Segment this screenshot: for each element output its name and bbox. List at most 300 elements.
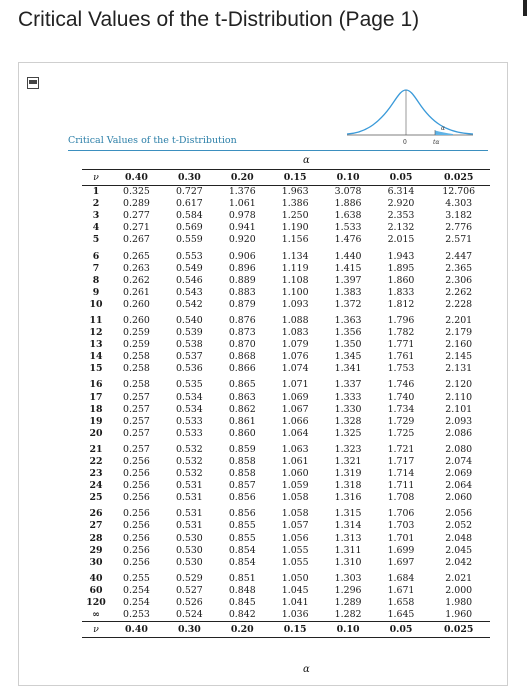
- critical-value-cell: 0.532: [175, 443, 203, 455]
- critical-value-cell: 0.526: [175, 597, 203, 609]
- critical-value-cell: 1.067: [281, 403, 309, 415]
- critical-value-cell: 0.865: [228, 379, 256, 391]
- critical-value-cell: 1.156: [281, 234, 309, 246]
- column-header: 0.30: [163, 622, 216, 638]
- critical-value-cell: 1.071: [281, 379, 309, 391]
- table-row: [82, 573, 490, 585]
- critical-value-cell: 0.256: [123, 520, 150, 532]
- critical-value-cell: 2.571: [445, 234, 473, 246]
- degrees-of-freedom-cell: 3: [92, 210, 100, 222]
- degrees-of-freedom-cell: 24: [89, 480, 103, 492]
- critical-value-cell: 1.980: [445, 597, 473, 609]
- critical-value-cell: 1.328: [334, 415, 362, 427]
- critical-value-cell: 1.761: [387, 351, 415, 363]
- critical-value-cell: 1.050: [281, 572, 309, 584]
- critical-value-cell: 0.532: [175, 468, 203, 480]
- degrees-of-freedom-cell: 9: [92, 286, 100, 298]
- t-distribution-curve-icon: [345, 83, 475, 149]
- critical-value-cell: 0.542: [175, 298, 203, 310]
- critical-value-cell: 0.267: [123, 234, 150, 246]
- table-row: [82, 585, 490, 597]
- critical-value-cell: 2.306: [445, 274, 473, 286]
- critical-value-cell: 2.131: [445, 363, 473, 375]
- critical-value-cell: 1.333: [334, 391, 362, 403]
- column-header: 0.20: [216, 170, 269, 186]
- critical-value-cell: 0.536: [175, 363, 203, 375]
- critical-value-cell: 0.532: [175, 456, 203, 468]
- alpha-header: α: [303, 155, 310, 166]
- critical-value-cell: 0.257: [123, 415, 150, 427]
- critical-value-cell: 1.701: [387, 532, 415, 544]
- critical-value-cell: 0.257: [123, 443, 150, 455]
- table-row: [82, 186, 490, 199]
- critical-value-cell: 2.015: [387, 234, 415, 246]
- critical-value-cell: 0.896: [228, 262, 256, 274]
- curve-t-alpha-label: tα: [433, 139, 440, 146]
- critical-value-cell: 1.671: [387, 584, 415, 596]
- critical-value-cell: 0.257: [123, 391, 150, 403]
- critical-value-cell: 1.734: [387, 403, 415, 415]
- critical-value-cell: 1.645: [387, 609, 415, 621]
- critical-value-cell: 1.658: [387, 597, 415, 609]
- column-header: 0.15: [269, 622, 322, 638]
- critical-value-cell: 0.325: [123, 186, 150, 198]
- critical-value-cell: 1.341: [334, 363, 362, 375]
- critical-value-cell: 2.056: [445, 508, 473, 520]
- critical-value-cell: 1.708: [387, 492, 415, 504]
- critical-value-cell: 1.066: [281, 415, 309, 427]
- critical-value-cell: 1.350: [334, 339, 362, 351]
- degrees-of-freedom-cell: 21: [89, 443, 103, 455]
- critical-value-cell: 2.228: [445, 298, 473, 310]
- critical-value-cell: 1.330: [334, 403, 362, 415]
- degrees-of-freedom-cell: 10: [89, 298, 103, 310]
- critical-value-cell: 2.179: [445, 327, 473, 339]
- critical-value-cell: 1.318: [334, 480, 362, 492]
- critical-value-cell: 0.920: [228, 234, 256, 246]
- critical-value-cell: 1.323: [334, 443, 362, 455]
- critical-value-cell: 0.277: [123, 210, 150, 222]
- critical-value-cell: 0.855: [228, 520, 256, 532]
- critical-value-cell: 0.256: [123, 456, 150, 468]
- critical-value-cell: 1.036: [281, 609, 309, 621]
- critical-value-cell: 2.069: [445, 468, 473, 480]
- critical-value-cell: 0.855: [228, 532, 256, 544]
- critical-value-cell: 0.256: [123, 508, 150, 520]
- critical-value-cell: 0.863: [228, 391, 256, 403]
- table-row: [82, 263, 490, 275]
- table-row: [82, 533, 490, 545]
- critical-value-cell: 0.727: [175, 186, 203, 198]
- degrees-of-freedom-cell: 11: [89, 314, 103, 326]
- critical-value-cell: 1.383: [334, 286, 362, 298]
- critical-value-cell: 0.861: [228, 415, 256, 427]
- critical-value-cell: 1.058: [281, 492, 309, 504]
- critical-value-cell: 1.074: [281, 363, 309, 375]
- degrees-of-freedom-cell: 25: [89, 492, 103, 504]
- critical-value-cell: 0.254: [123, 597, 150, 609]
- degrees-of-freedom-cell: 15: [89, 363, 103, 375]
- critical-value-cell: 0.260: [123, 314, 150, 326]
- table-row: [82, 597, 490, 609]
- table-row: [82, 299, 490, 315]
- degrees-of-freedom-cell: 19: [89, 415, 103, 427]
- critical-value-cell: 1.319: [334, 468, 362, 480]
- degrees-of-freedom-cell: 4: [92, 222, 100, 234]
- critical-value-cell: 1.061: [281, 456, 309, 468]
- curve-alpha-label: α: [441, 125, 446, 132]
- column-header: 0.40: [110, 170, 163, 186]
- caption-rule: [68, 150, 488, 151]
- critical-value-cell: 1.055: [281, 544, 309, 556]
- degrees-of-freedom-cell: 23: [89, 468, 103, 480]
- column-header: 0.20: [216, 622, 269, 638]
- critical-value-cell: 0.256: [123, 480, 150, 492]
- degrees-of-freedom-cell: 12: [89, 327, 103, 339]
- critical-value-cell: 1.313: [334, 532, 362, 544]
- critical-value-cell: 2.145: [445, 351, 473, 363]
- table-row: [82, 456, 490, 468]
- nu-header: ν: [82, 622, 110, 638]
- critical-value-cell: 1.771: [387, 339, 415, 351]
- critical-value-cell: 2.132: [387, 222, 415, 234]
- table-row: [82, 327, 490, 339]
- column-header: 0.10: [322, 170, 375, 186]
- critical-value-cell: 0.527: [175, 584, 203, 596]
- critical-value-cell: 0.289: [123, 198, 150, 210]
- critical-value-cell: 1.796: [387, 314, 415, 326]
- table-row: [82, 234, 490, 250]
- critical-value-cell: 1.093: [281, 298, 309, 310]
- critical-value-cell: 0.978: [228, 210, 256, 222]
- critical-value-cell: 2.093: [445, 415, 473, 427]
- critical-value-cell: 0.258: [123, 379, 150, 391]
- table-row: [82, 468, 490, 480]
- critical-value-cell: 1.061: [228, 198, 256, 210]
- critical-value-cell: 1.721: [387, 443, 415, 455]
- critical-value-cell: 1.315: [334, 508, 362, 520]
- degrees-of-freedom-cell: 2: [92, 198, 100, 210]
- degrees-of-freedom-cell: 120: [86, 597, 106, 609]
- critical-value-cell: 1.311: [334, 544, 362, 556]
- critical-value-cell: 1.782: [387, 327, 415, 339]
- critical-value-cell: 0.941: [228, 222, 256, 234]
- critical-value-cell: 1.397: [334, 274, 362, 286]
- critical-value-cell: 0.256: [123, 468, 150, 480]
- table-row: [82, 275, 490, 287]
- column-header: 0.30: [163, 170, 216, 186]
- critical-value-cell: 0.559: [175, 234, 203, 246]
- critical-value-cell: 1.943: [387, 250, 415, 262]
- critical-value-cell: 0.546: [175, 274, 203, 286]
- critical-value-cell: 1.119: [281, 262, 309, 274]
- critical-value-cell: 0.535: [175, 379, 203, 391]
- table-row: [82, 222, 490, 234]
- t-distribution-table: [82, 169, 490, 638]
- critical-value-cell: 1.069: [281, 391, 309, 403]
- table-row: [82, 315, 490, 327]
- degrees-of-freedom-cell: 29: [89, 544, 103, 556]
- critical-value-cell: 0.539: [175, 327, 203, 339]
- critical-value-cell: 0.265: [123, 250, 150, 262]
- critical-value-cell: 0.259: [123, 339, 150, 351]
- degrees-of-freedom-cell: 1: [92, 186, 100, 198]
- critical-value-cell: 1.055: [281, 556, 309, 568]
- critical-value-cell: 1.303: [334, 572, 362, 584]
- critical-value-cell: 1.860: [387, 274, 415, 286]
- degrees-of-freedom-cell: 18: [89, 403, 103, 415]
- critical-value-cell: 1.316: [334, 492, 362, 504]
- critical-value-cell: 0.537: [175, 351, 203, 363]
- critical-value-cell: 0.540: [175, 314, 203, 326]
- table-row: [82, 250, 490, 262]
- critical-value-cell: 2.060: [445, 492, 473, 504]
- critical-value-cell: 3.078: [334, 186, 362, 198]
- critical-value-cell: 1.638: [334, 210, 362, 222]
- critical-value-cell: 1.310: [334, 556, 362, 568]
- critical-value-cell: 2.074: [445, 456, 473, 468]
- critical-value-cell: 2.080: [445, 443, 473, 455]
- critical-value-cell: 0.258: [123, 351, 150, 363]
- critical-value-cell: 2.086: [445, 427, 473, 439]
- critical-value-cell: 1.833: [387, 286, 415, 298]
- critical-value-cell: 1.100: [281, 286, 309, 298]
- critical-value-cell: 1.064: [281, 427, 309, 439]
- critical-value-cell: 0.553: [175, 250, 203, 262]
- critical-value-cell: 1.729: [387, 415, 415, 427]
- degrees-of-freedom-cell: 17: [89, 391, 103, 403]
- critical-value-cell: 0.883: [228, 286, 256, 298]
- critical-value-cell: 2.101: [445, 403, 473, 415]
- critical-value-cell: 2.776: [445, 222, 473, 234]
- critical-value-cell: 0.533: [175, 415, 203, 427]
- table-row: [82, 444, 490, 456]
- critical-value-cell: 1.415: [334, 262, 362, 274]
- critical-value-cell: 6.314: [387, 186, 415, 198]
- critical-value-cell: 0.530: [175, 556, 203, 568]
- critical-value-cell: 1.056: [281, 532, 309, 544]
- page-icon: [27, 77, 39, 89]
- degrees-of-freedom-cell: 40: [89, 572, 103, 584]
- table-row: [82, 416, 490, 428]
- critical-value-cell: 0.857: [228, 480, 256, 492]
- table-row: [82, 492, 490, 508]
- critical-value-cell: 1.289: [334, 597, 362, 609]
- critical-value-cell: 4.303: [445, 198, 473, 210]
- critical-value-cell: 0.617: [175, 198, 203, 210]
- critical-value-cell: 0.531: [175, 492, 203, 504]
- critical-value-cell: 1.363: [334, 314, 362, 326]
- critical-value-cell: 2.160: [445, 339, 473, 351]
- critical-value-cell: 1.059: [281, 480, 309, 492]
- critical-value-cell: 1.041: [281, 597, 309, 609]
- critical-value-cell: 1.753: [387, 363, 415, 375]
- critical-value-cell: 1.812: [387, 298, 415, 310]
- critical-value-cell: 0.533: [175, 427, 203, 439]
- degrees-of-freedom-cell: 13: [89, 339, 103, 351]
- critical-value-cell: 0.254: [123, 584, 150, 596]
- critical-value-cell: 2.447: [445, 250, 473, 262]
- critical-value-cell: 1.296: [334, 584, 362, 596]
- degrees-of-freedom-cell: 6: [92, 250, 100, 262]
- critical-value-cell: 1.440: [334, 250, 362, 262]
- critical-value-cell: 2.120: [445, 379, 473, 391]
- scrollbar-thumb[interactable]: [523, 0, 527, 16]
- critical-value-cell: 2.045: [445, 544, 473, 556]
- table-row: [82, 480, 490, 492]
- critical-value-cell: 0.256: [123, 532, 150, 544]
- critical-value-cell: 1.746: [387, 379, 415, 391]
- critical-value-cell: 1.372: [334, 298, 362, 310]
- critical-value-cell: 0.258: [123, 363, 150, 375]
- critical-value-cell: 0.859: [228, 443, 256, 455]
- table-row: [82, 508, 490, 520]
- table-row: [82, 609, 490, 622]
- critical-value-cell: 0.253: [123, 609, 150, 621]
- table-row: [82, 210, 490, 222]
- critical-value-cell: 0.870: [228, 339, 256, 351]
- critical-value-cell: 1.706: [387, 508, 415, 520]
- critical-value-cell: 0.858: [228, 456, 256, 468]
- column-header: 0.05: [375, 170, 428, 186]
- degrees-of-freedom-cell: 26: [89, 508, 103, 520]
- critical-value-cell: 0.856: [228, 508, 256, 520]
- table-row: [82, 351, 490, 363]
- critical-value-cell: 2.262: [445, 286, 473, 298]
- critical-value-cell: 0.257: [123, 427, 150, 439]
- page-title: Critical Values of the t-Distribution (Page 1): [18, 8, 420, 31]
- critical-value-cell: 0.842: [228, 609, 256, 621]
- critical-value-cell: 1.714: [387, 468, 415, 480]
- degrees-of-freedom-cell: 8: [92, 274, 100, 286]
- critical-value-cell: 1.058: [281, 508, 309, 520]
- degrees-of-freedom-cell: 5: [92, 234, 100, 246]
- critical-value-cell: 0.530: [175, 532, 203, 544]
- column-header: 0.15: [269, 170, 322, 186]
- degrees-of-freedom-cell: 16: [89, 379, 103, 391]
- critical-value-cell: 0.543: [175, 286, 203, 298]
- degrees-of-freedom-cell: 60: [89, 584, 103, 596]
- critical-value-cell: 2.201: [445, 314, 473, 326]
- critical-value-cell: 0.854: [228, 544, 256, 556]
- critical-value-cell: 0.866: [228, 363, 256, 375]
- table-row: [82, 392, 490, 404]
- critical-value-cell: 0.851: [228, 572, 256, 584]
- critical-value-cell: 0.858: [228, 468, 256, 480]
- critical-value-cell: 1.717: [387, 456, 415, 468]
- column-header: 0.40: [110, 622, 163, 638]
- critical-value-cell: 1.476: [334, 234, 362, 246]
- column-header: 0.025: [427, 622, 490, 638]
- critical-value-cell: 1.711: [387, 480, 415, 492]
- critical-value-cell: 1.386: [281, 198, 309, 210]
- table-row: [82, 363, 490, 379]
- critical-value-cell: 0.263: [123, 262, 150, 274]
- critical-value-cell: 1.079: [281, 339, 309, 351]
- curve-zero-label: 0: [403, 139, 407, 146]
- critical-value-cell: 2.920: [387, 198, 415, 210]
- table-row: [82, 287, 490, 299]
- critical-value-cell: 2.064: [445, 480, 473, 492]
- header-row: [82, 170, 490, 186]
- critical-value-cell: 1.083: [281, 327, 309, 339]
- nu-header: ν: [82, 170, 110, 186]
- critical-value-cell: 1.314: [334, 520, 362, 532]
- table-row: [82, 557, 490, 573]
- degrees-of-freedom-cell: 30: [89, 556, 103, 568]
- critical-value-cell: 0.879: [228, 298, 256, 310]
- critical-value-cell: 1.886: [334, 198, 362, 210]
- critical-value-cell: 2.365: [445, 262, 473, 274]
- critical-value-cell: 0.256: [123, 544, 150, 556]
- degrees-of-freedom-cell: 27: [89, 520, 103, 532]
- critical-value-cell: 0.906: [228, 250, 256, 262]
- critical-value-cell: 0.256: [123, 492, 150, 504]
- column-header: 0.05: [375, 622, 428, 638]
- column-header: 0.10: [322, 622, 375, 638]
- alpha-footer: α: [303, 664, 310, 675]
- critical-value-cell: 0.256: [123, 556, 150, 568]
- critical-value-cell: 0.531: [175, 480, 203, 492]
- critical-value-cell: 1.684: [387, 572, 415, 584]
- critical-value-cell: 2.110: [445, 391, 473, 403]
- critical-value-cell: 1.108: [281, 274, 309, 286]
- critical-value-cell: 1.325: [334, 427, 362, 439]
- critical-value-cell: 1.345: [334, 351, 362, 363]
- critical-value-cell: 1.963: [281, 186, 309, 198]
- critical-value-cell: 0.889: [228, 274, 256, 286]
- critical-value-cell: 0.845: [228, 597, 256, 609]
- critical-value-cell: 0.534: [175, 391, 203, 403]
- column-header: 0.025: [427, 170, 490, 186]
- critical-value-cell: 0.856: [228, 492, 256, 504]
- critical-value-cell: 0.854: [228, 556, 256, 568]
- critical-value-cell: 1.045: [281, 584, 309, 596]
- critical-value-cell: 2.021: [445, 572, 473, 584]
- table-row: [82, 404, 490, 416]
- table-row: [82, 428, 490, 444]
- table-caption: Critical Values of the t-Distribution: [68, 135, 237, 146]
- critical-value-cell: 1.740: [387, 391, 415, 403]
- critical-value-cell: 1.960: [445, 609, 473, 621]
- critical-value-cell: 1.725: [387, 427, 415, 439]
- critical-value-cell: 0.257: [123, 403, 150, 415]
- table-row: [82, 379, 490, 391]
- critical-value-cell: 1.337: [334, 379, 362, 391]
- critical-value-cell: 0.569: [175, 222, 203, 234]
- table-row: [82, 545, 490, 557]
- critical-value-cell: 12.706: [442, 186, 476, 198]
- critical-value-cell: 0.260: [123, 298, 150, 310]
- critical-value-cell: 1.250: [281, 210, 309, 222]
- critical-value-cell: 2.052: [445, 520, 473, 532]
- critical-value-cell: 0.255: [123, 572, 150, 584]
- degrees-of-freedom-cell: 7: [92, 262, 100, 274]
- critical-value-cell: 1.697: [387, 556, 415, 568]
- footer-row: [82, 622, 490, 638]
- critical-value-cell: 0.862: [228, 403, 256, 415]
- degrees-of-freedom-cell: 20: [89, 427, 103, 439]
- critical-value-cell: 0.531: [175, 520, 203, 532]
- critical-value-cell: 0.259: [123, 327, 150, 339]
- critical-value-cell: 0.524: [175, 609, 203, 621]
- critical-value-cell: 1.703: [387, 520, 415, 532]
- degrees-of-freedom-cell: 14: [89, 351, 103, 363]
- critical-value-cell: 0.531: [175, 508, 203, 520]
- table-row: [82, 339, 490, 351]
- degrees-of-freedom-cell: 22: [89, 456, 103, 468]
- critical-value-cell: 3.182: [445, 210, 473, 222]
